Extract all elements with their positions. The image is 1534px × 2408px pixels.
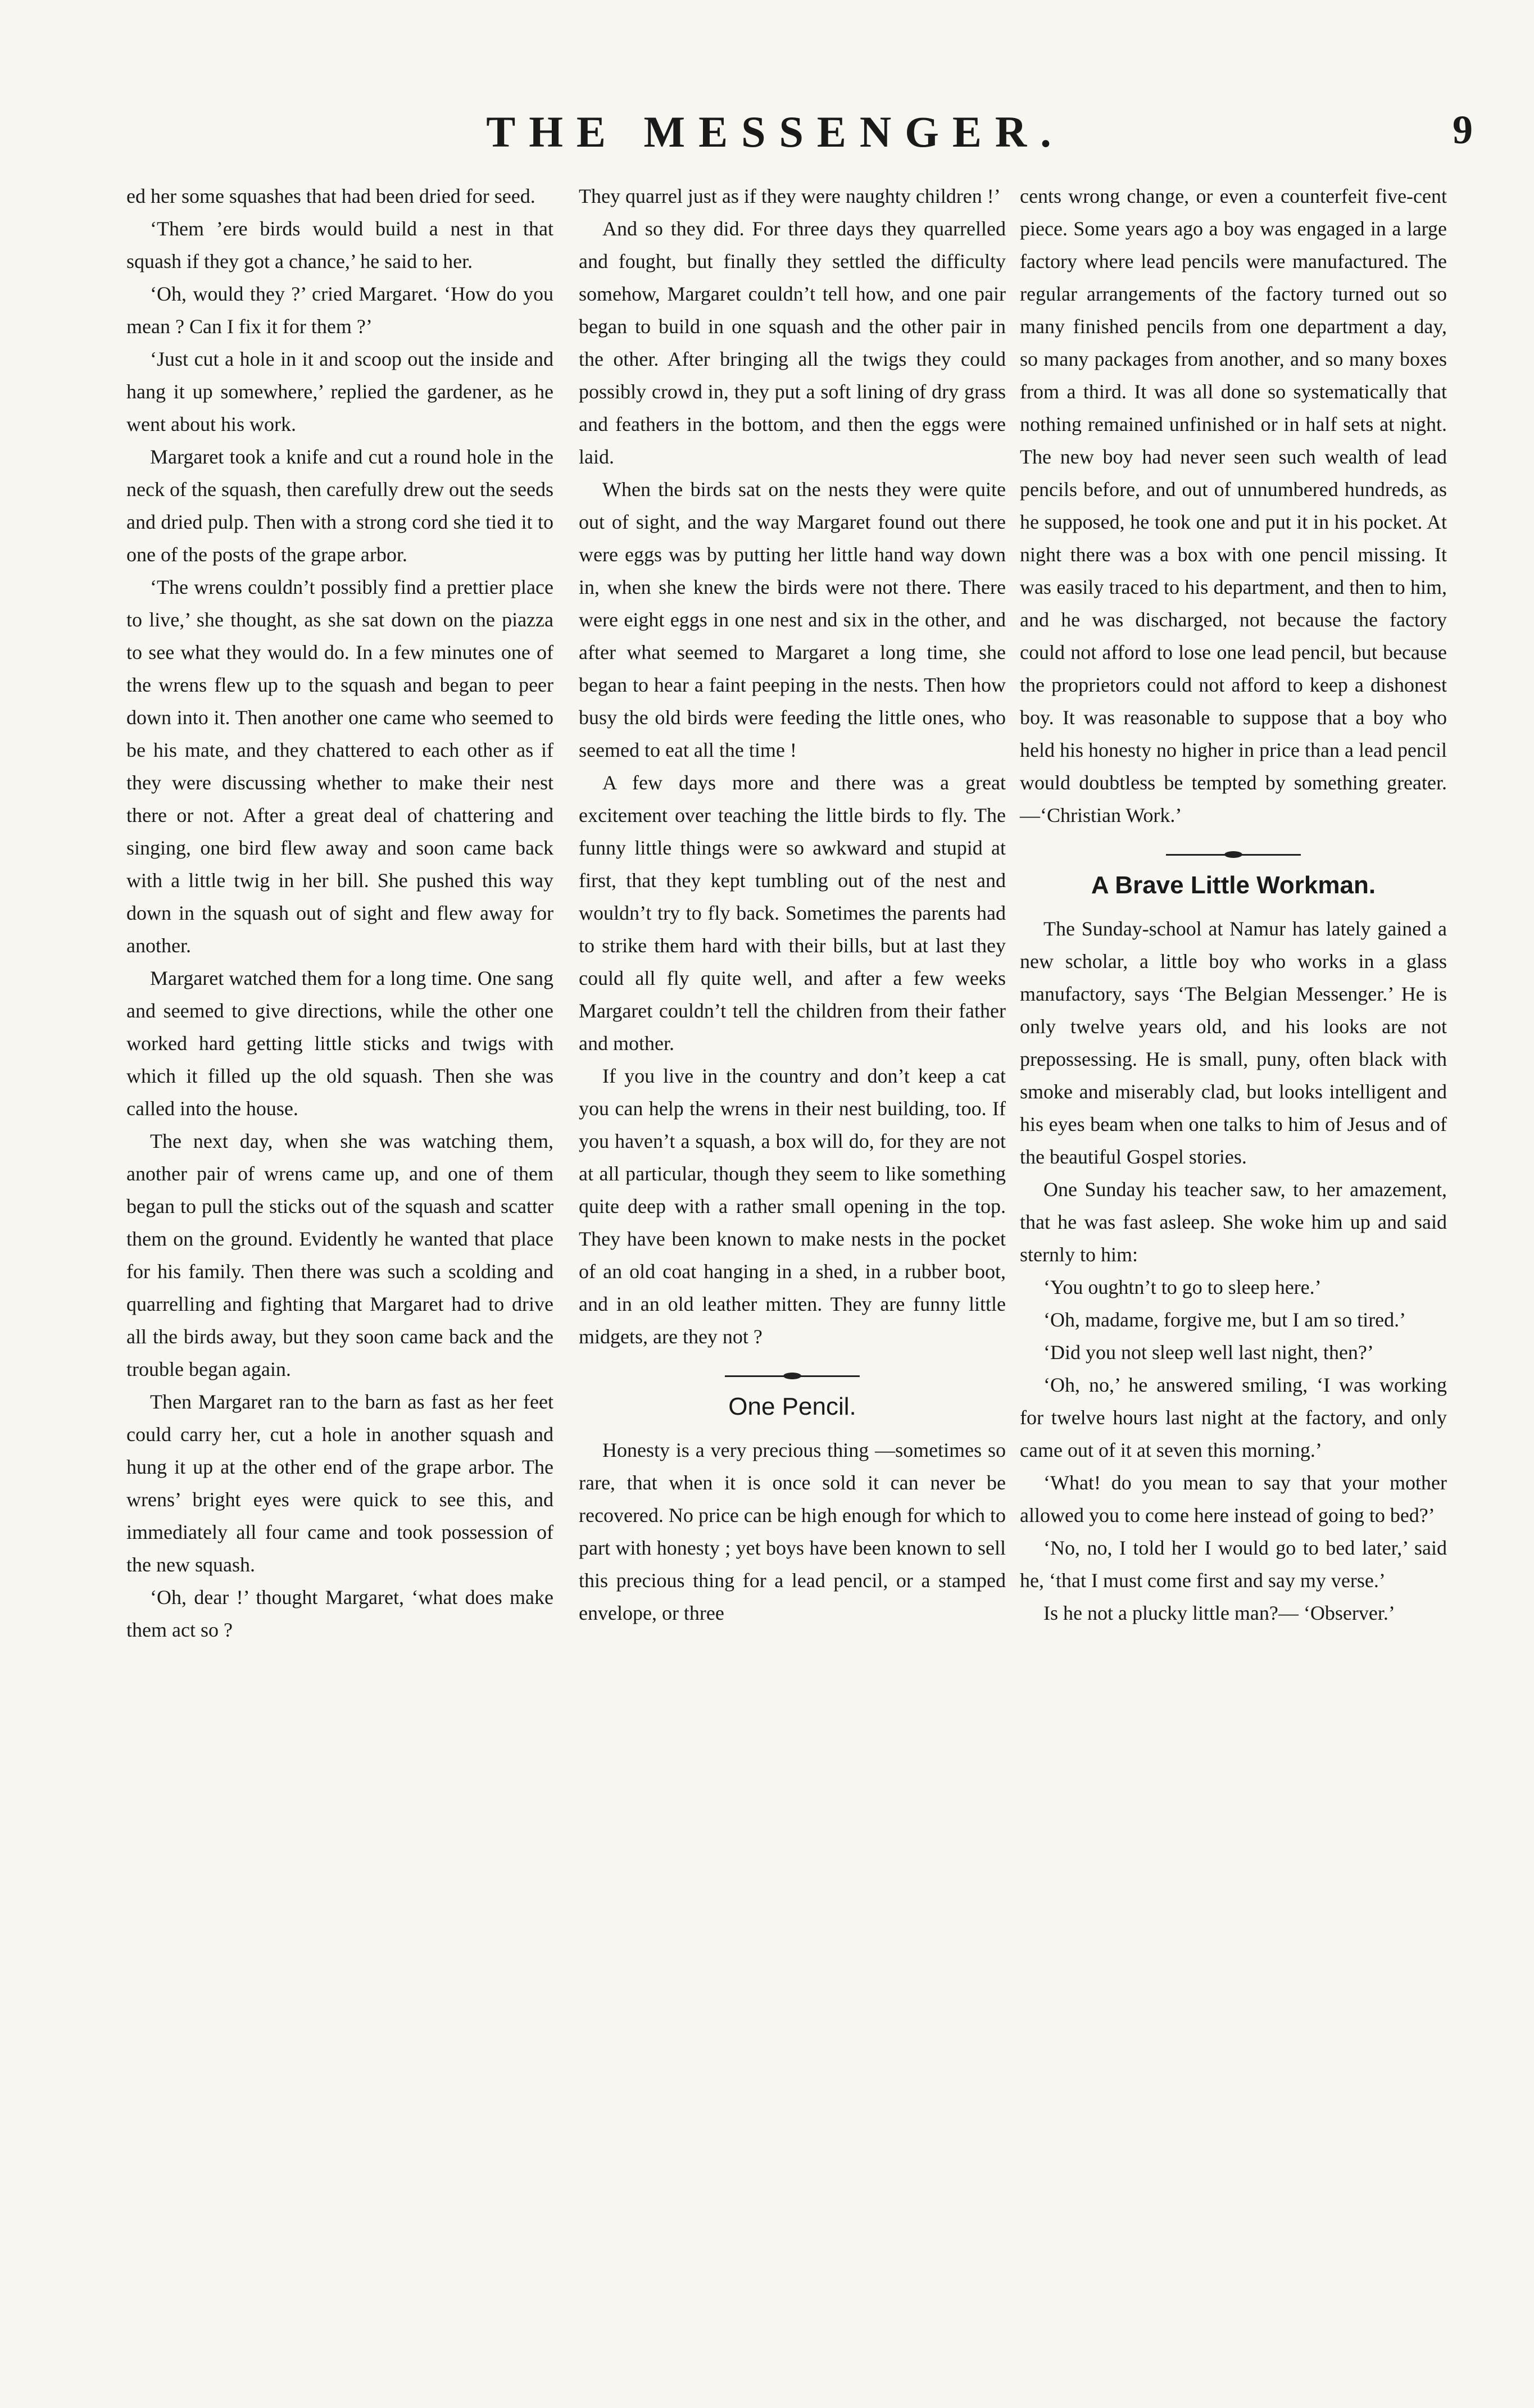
publication-title: THE MESSENGER. xyxy=(486,107,1065,156)
paragraph: Margaret watched them for a long time. One sang and seemed to give directions, while the other one worked hard getting little sticks and twigs with which it filled up the old squash. Then she was called into the house. xyxy=(126,967,553,1120)
paragraph: The next day, when she was watching them, another pair of wrens came up, and one of them began to pull the sticks out of the squash and scatter them on the ground. Evidently he wanted that place for his family. Then there was such a scolding and quarrelling and fighting that Margaret had to drive all the birds away, but they soon came back and the trouble began again. xyxy=(126,1130,553,1380)
column-2 xyxy=(579,180,1006,1629)
paragraph: Honesty is a very precious thing —sometimes so rare, that when it is once sold it can never be recovered. No price can be high enough for which to part with honesty ; yet boys have been known to sell this precious thing for a lead pencil, or a stamped envelope, or three xyxy=(579,1439,1006,1624)
paragraph: ‘No, no, I told her I would go to bed later,’ said he, ‘that I must come first and say my verse.’ xyxy=(1020,1537,1447,1592)
column-1 xyxy=(126,180,553,1646)
paragraph: ‘Did you not sleep well last night, then?’ xyxy=(1043,1341,1374,1364)
column-3 xyxy=(1020,180,1447,1629)
paragraph: Margaret took a knife and cut a round hole in the neck of the squash, then carefully drew out the seeds and dried pulp. Then with a strong cord she tied it to one of the posts of the grape arbor. xyxy=(126,446,553,566)
paragraph: ‘You oughtn’t to go to sleep here.’ xyxy=(1043,1276,1322,1298)
paragraph: ‘Just cut a hole in it and scoop out the inside and hang it up somewhere,’ replied the gardener, as he went about his work. xyxy=(126,348,553,435)
article-title-one-pencil: One Pencil. xyxy=(728,1393,856,1420)
paragraph: ‘What! do you mean to say that your mother allowed you to come here instead of going to bed?’ xyxy=(1020,1471,1447,1526)
paragraph: ‘Them ’ere birds would build a nest in that squash if they got a chance,’ he said to her. xyxy=(126,217,553,272)
paragraph: They quarrel just as if they were naughty children !’ xyxy=(579,185,1001,207)
paragraph: ed her some squashes that had been dried for seed. xyxy=(126,185,535,207)
paragraph: And so they did. For three days they quarrelled and fought, but finally they settled the difficulty somehow, Margaret couldn’t tell how, and one pair began to build in one squash and the other pair in the other. After bringing all the twigs they could possibly crowd in, they put a soft lining of dry grass and feathers in the bottom, and then the eggs were laid. xyxy=(579,217,1006,468)
paragraph: The Sunday-school at Namur has lately gained a new scholar, a little boy who works in a glass manufactory, says ‘The Belgian Messenger.’ He is only twelve years old, and his looks are not prepossessing. He is small, puny, often black with smoke and miserably clad, but looks intelligent and his eyes beam when one talks to him of Jesus and of the beautiful Gospel stories. xyxy=(1020,917,1447,1168)
page-number: 9 xyxy=(1453,107,1473,152)
paragraph: Then Margaret ran to the barn as fast as her feet could carry her, cut a hole in another squash and hung it up at the other end of the grape arbor. The wrens’ bright eyes were quick to see this, and immediately all four came and took possession of the new squash. xyxy=(126,1391,553,1576)
paragraph: ‘Oh, would they ?’ cried Margaret. ‘How do you mean ? Can I fix it for them ?’ xyxy=(126,283,553,338)
paragraph: ‘Oh, dear !’ thought Margaret, ‘what does make them act so ? xyxy=(126,1586,553,1641)
paragraph: When the birds sat on the nests they were quite out of sight, and the way Margaret found out there were eggs was by putting her little hand way down in, when she knew the birds were not there. There were eight eggs in one nest and six in the other, and after what seemed to Margaret a long time, she began to hear a faint peeping in the nests. Then how busy the old birds were feeding the little ones, who seemed to eat all the time ! xyxy=(579,478,1006,761)
masthead xyxy=(0,107,1534,169)
paragraph: ‘Oh, madame, forgive me, but I am so tired.’ xyxy=(1043,1309,1406,1331)
section-divider xyxy=(1166,851,1301,858)
section-divider xyxy=(725,1372,860,1380)
paragraph: One Sunday his teacher saw, to her amazement, that he was fast asleep. She woke him up and said sternly to him: xyxy=(1020,1178,1447,1266)
paragraph: A few days more and there was a great excitement over teaching the little birds to fly. The funny little things were so awkward and stupid at first, that they kept tumbling out of the nest and wouldn’t try to fly back. Sometimes the parents had to strike them hard with their bills, but at last they could all fly quite well, and after a few weeks Margaret couldn’t tell the children from their father and mother. xyxy=(579,771,1006,1055)
paragraph: cents wrong change, or even a counterfeit five-cent piece. Some years ago a boy was engaged in a large factory where lead pencils were manufactured. The regular arrangements of the factory turned out so many finished pencils from one department a day, so many packages from another, and so many boxes from a third. It was all done so systematically that nothing remained unfinished or in half sets at night. The new boy had never seen such wealth of lead pencils before, and out of unnumbered hundreds, as he supposed, he took one and put it in his pocket. At night there was a box with one pencil missing. It was easily traced to his department, and then to him, and he was discharged, not because the factory could not afford to lose one lead pencil, but because the proprietors could not afford to keep a dishonest boy. It was reasonable to suppose that a boy who held his honesty no higher in price than a lead pencil would doubtless be tempted by something greater. —‘Christian Work.’ xyxy=(1020,185,1447,826)
paragraph: If you live in the country and don’t keep a cat you can help the wrens in their nest building, too. If you haven’t a squash, a box will do, for they are not at all particular, though they seem to like something quite deep with a rather small opening in the top. They have been known to make nests in the pocket of an old coat hanging in a shed, in a rubber boot, and in an old leather mitten. They are funny little midgets, are they not ? xyxy=(579,1065,1006,1348)
article-title-brave-little-workman: A Brave Little Workman. xyxy=(1091,871,1376,899)
paragraph: ‘Oh, no,’ he answered smiling, ‘I was working for twelve hours last night at the factory, and only came out of it at seven this morning.’ xyxy=(1020,1374,1447,1461)
paragraph: ‘The wrens couldn’t possibly find a prettier place to live,’ she thought, as she sat down on the piazza to see what they would do. In a few minutes one of the wrens flew up to the squash and began to peer down into it. Then another one came who seemed to be his mate, and they chattered to each other as if they were discussing whether to make their nest there or not. After a great deal of chattering and singing, one bird flew away and soon came back with a little twig in her bill. She pushed this way down in the squash out of sight and flew away for another. xyxy=(126,576,553,957)
paragraph: Is he not a plucky little man?— ‘Observer.’ xyxy=(1043,1602,1395,1624)
